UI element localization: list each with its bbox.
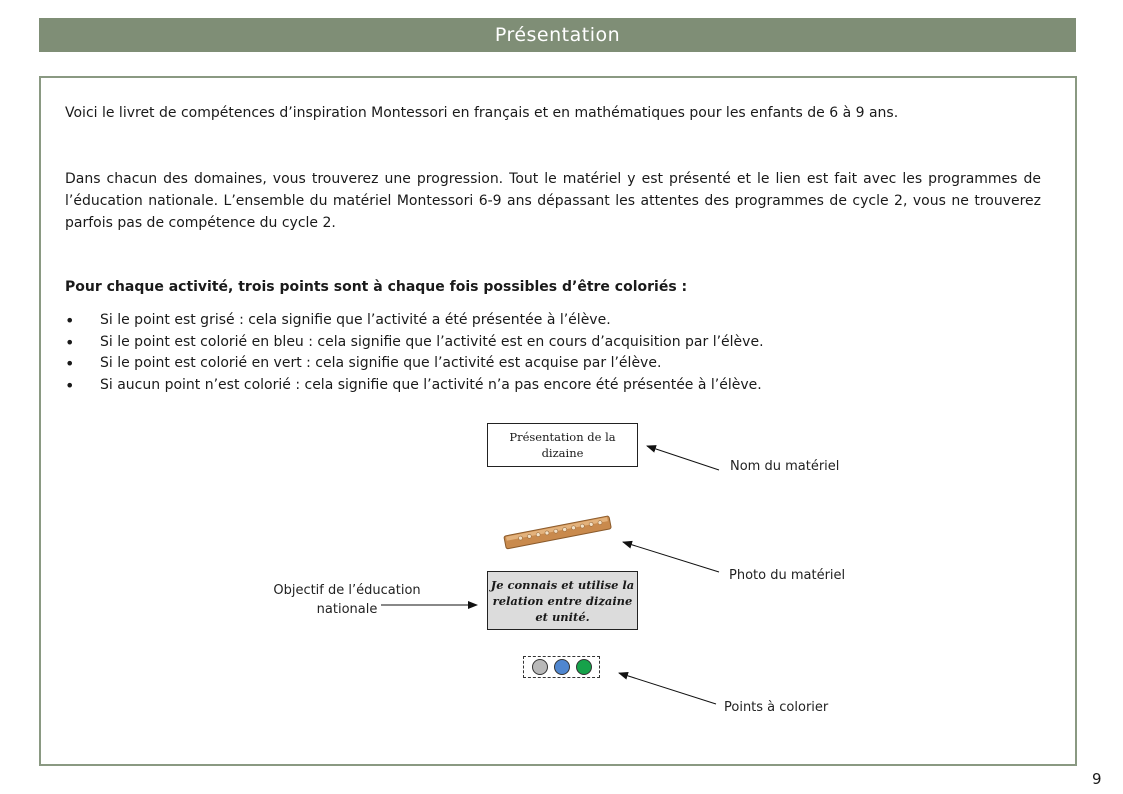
color-points-box xyxy=(523,656,600,678)
legend-item-blue: • Si le point est colorié en bleu : cela signifie que l’activité est en cours d’acquisition par l’élève. xyxy=(65,332,1041,354)
grey-point xyxy=(532,659,548,675)
green-point xyxy=(576,659,592,675)
arrow-material-name xyxy=(647,446,719,470)
blue-point xyxy=(554,659,570,675)
label-material-name: Nom du matériel xyxy=(730,459,840,474)
legend-item-none: • Si aucun point n’est colorié : cela signifie que l’activité n’a pas encore été présentée à l’élève. xyxy=(65,375,1041,397)
page-number: 9 xyxy=(1092,770,1102,788)
label-photo: Photo du matériel xyxy=(729,568,846,583)
objective-text: Je connais et utilise la relation entre dizaine et unité. xyxy=(490,577,635,624)
page-title: Présentation xyxy=(494,24,621,46)
arrow-points xyxy=(619,673,716,704)
bead-bar-photo xyxy=(504,516,612,549)
label-objective: Objectif de l’éducation nationale xyxy=(273,583,421,617)
arrow-photo xyxy=(623,542,719,572)
intro-paragraph-1: Voici le livret de compétences d’inspiration Montessori en français et en mathématiques pour les enfants de 6 à 9 ans. xyxy=(65,105,899,121)
intro-paragraph-2: Dans chacun des domaines, vous trouverez une progression. Tout le matériel y est présenté et le lien est fait avec les programmes de l’éducation nationale. L’ensemble du matériel Montessori 6-9 ans dépassant les attentes des programmes de cycle 2, vous ne trouverez parfois pas de compétence du cycle 2. xyxy=(65,171,1041,231)
legend-heading: Pour chaque activité, trois points sont à chaque fois possibles d’être coloriés : xyxy=(65,279,688,295)
label-points: Points à colorier xyxy=(724,700,829,715)
material-name-text: Présentation de la dizaine xyxy=(509,430,616,460)
legend-item-green: • Si le point est colorié en vert : cela signifie que l’activité est acquise par l’élève. xyxy=(65,353,1041,375)
objective-box xyxy=(487,571,638,630)
legend-item-grey: • Si le point est grisé : cela signifie que l’activité a été présentée à l’élève. xyxy=(65,310,1041,332)
